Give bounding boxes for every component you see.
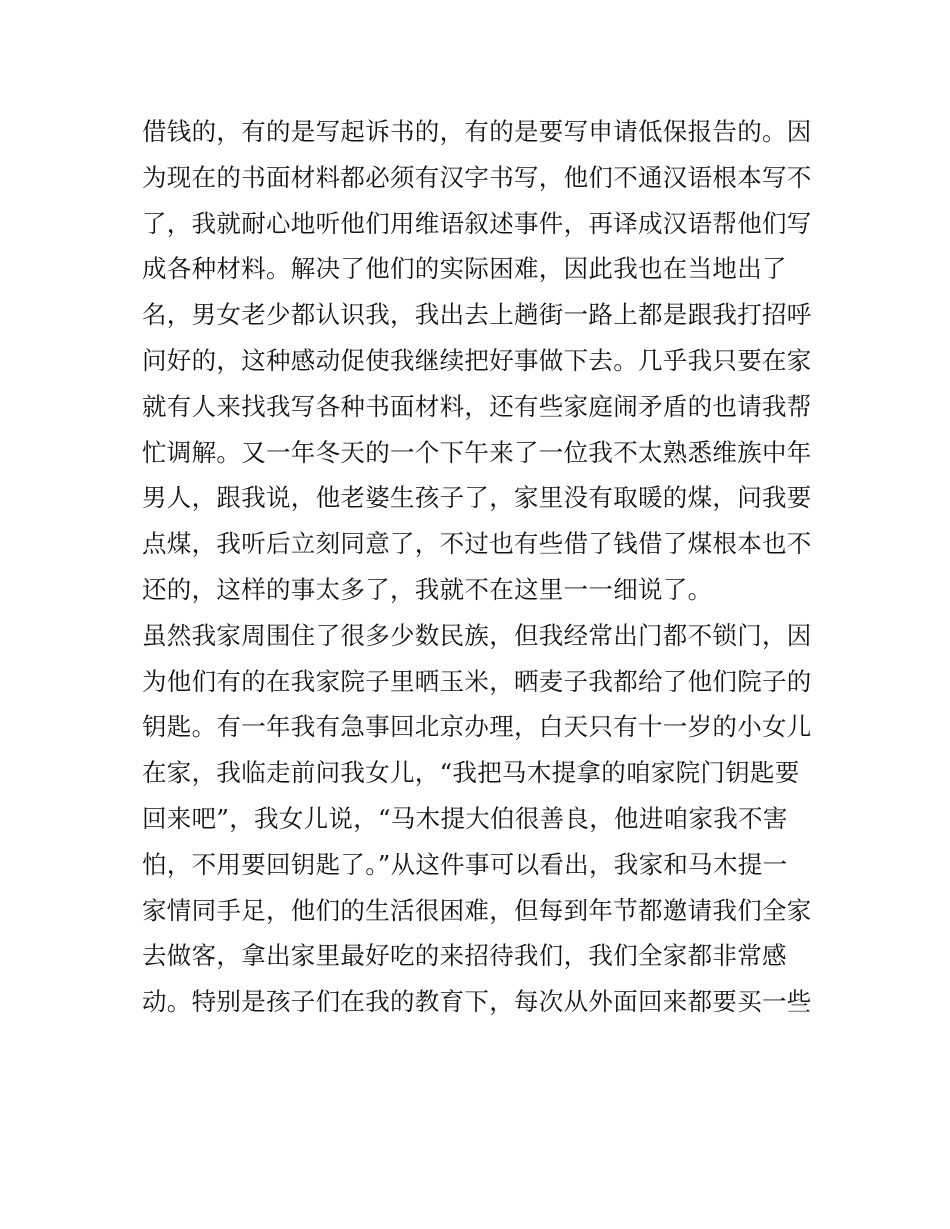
text-line: 男人，跟我说，他老婆生孩子了，家里没有取暖的煤，问我要: [142, 483, 812, 513]
text-line: 回来吧”，我女儿说，“马木提大伯很善良，他进咱家我不害: [142, 803, 788, 833]
text-line: 名，男女老少都认识我，我出去上趟街一路上都是跟我打招呼: [142, 300, 812, 330]
text-line: 动。特别是孩子们在我的教育下，每次从外面回来都要买一些: [142, 987, 812, 1017]
text-line: 为现在的书面材料都必须有汉字书写，他们不通汉语根本写不: [142, 162, 812, 192]
text-line: 借钱的，有的是写起诉书的，有的是要写申请低保报告的。因: [142, 117, 812, 146]
text-line: 怕，不用要回钥匙了。”从这件事可以看出，我家和马木提一: [142, 849, 788, 879]
text-line: 钥匙。有一年我有急事回北京办理，白天只有十一岁的小女儿: [142, 712, 812, 742]
text-line: 就有人来找我写各种书面材料，还有些家庭闹矛盾的也请我帮: [142, 391, 812, 421]
text-line: 家情同手足，他们的生活很困难，但每到年节都邀请我们全家: [142, 895, 812, 925]
text-line: 忙调解。又一年冬天的一个下午来了一位我不太熟悉维族中年: [142, 437, 812, 467]
text-line: 成各种材料。解决了他们的实际困难，因此我也在当地出了: [142, 254, 787, 284]
body-text: [142, 109, 822, 1025]
text-line: 为他们有的在我家院子里晒玉米，晒麦子我都给了他们院子的: [142, 666, 812, 696]
text-line: 问好的，这种感动促使我继续把好事做下去。几乎我只要在家: [142, 345, 812, 375]
text-line: 了，我就耐心地听他们用维语叙述事件，再译成汉语帮他们写: [142, 208, 812, 238]
text-line: 虽然我家周围住了很多少数民族，但我经常出门都不锁门，因: [142, 620, 812, 650]
text-line: 在家，我临走前问我女儿，“我把马木提拿的咱家院门钥匙要: [142, 758, 800, 788]
text-line: 还的，这样的事太多了，我就不在这里一一细说了。: [142, 574, 713, 604]
text-line: 点煤，我听后立刻同意了，不过也有些借了钱借了煤根本也不: [142, 529, 812, 559]
text-line: 去做客，拿出家里最好吃的来招待我们，我们全家都非常感: [142, 941, 787, 971]
